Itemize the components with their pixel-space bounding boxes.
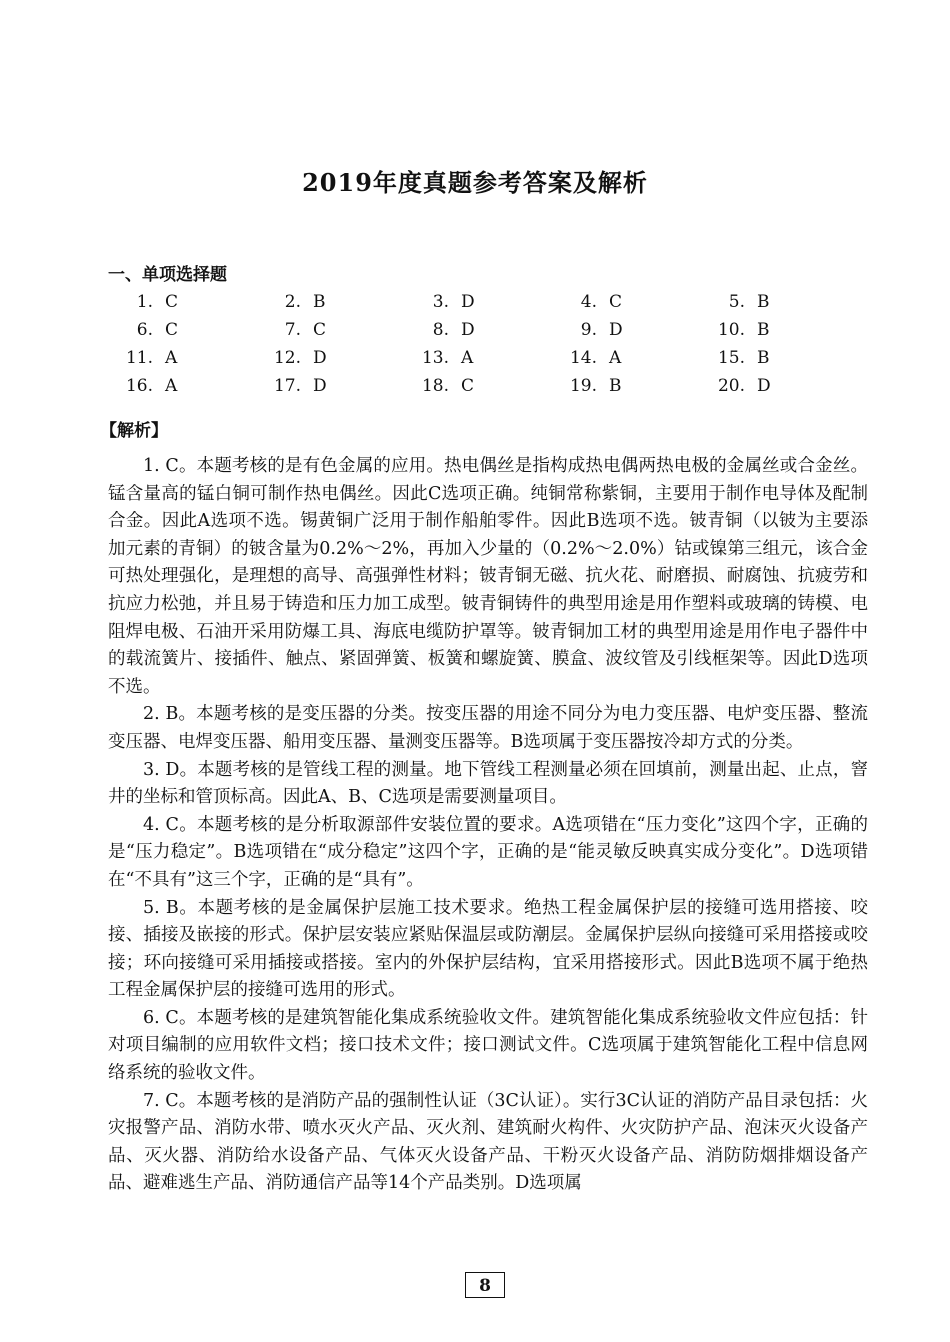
answer-cell: [256, 344, 404, 372]
question-number: 19.: [569, 376, 597, 396]
answer-row: [108, 288, 848, 316]
answer-letter: D: [461, 292, 475, 312]
answer-row: [108, 344, 848, 372]
answer-letter: A: [461, 348, 474, 368]
question-number: 13.: [421, 348, 449, 368]
question-number: 17.: [273, 376, 301, 396]
answer-cell: [108, 372, 256, 400]
answer-letter: C: [165, 320, 179, 340]
answer-letter: C: [609, 292, 623, 312]
answer-letter: C: [461, 376, 475, 396]
answer-letter: B: [313, 292, 326, 312]
analysis-paragraph: 4. C。本题考核的是分析取源部件安装位置的要求。A选项错在“压力变化”这四个字，正确的是“压力稳定”。B选项错在“成分稳定”这四个字，正确的是“能灵敏反映真实成分变化”。D选项错在“不具有”这三个字，正确的是“具有”。: [108, 814, 868, 890]
answer-cell: [404, 316, 552, 344]
question-number: 10.: [717, 320, 745, 340]
question-number: 5.: [728, 292, 745, 312]
answer-cell: [552, 372, 700, 400]
answer-cell: [256, 372, 404, 400]
section-heading: 一、单项选择题: [108, 265, 227, 285]
question-number: 6.: [136, 320, 153, 340]
answer-letter: D: [757, 376, 771, 396]
question-number: 2.: [284, 292, 301, 312]
answer-letter: B: [757, 320, 770, 340]
answer-cell: [404, 344, 552, 372]
question-number: 8.: [432, 320, 449, 340]
answer-letter: D: [313, 376, 327, 396]
answer-table: [108, 288, 848, 400]
answer-cell: [404, 288, 552, 316]
answer-cell: [108, 344, 256, 372]
analysis-heading: 【解析】: [100, 421, 168, 441]
answer-letter: D: [609, 320, 623, 340]
answer-letter: A: [165, 376, 178, 396]
answer-cell: [700, 316, 848, 344]
page-number: 8: [465, 1272, 505, 1298]
answer-cell: [552, 288, 700, 316]
question-number: 7.: [284, 320, 301, 340]
page-title: 2019年度真题参考答案及解析: [302, 168, 648, 197]
analysis-paragraph: 2. B。本题考核的是变压器的分类。按变压器的用途不同分为电力变压器、电炉变压器、整流变压器、电焊变压器、船用变压器、量测变压器等。B选项属于变压器按冷却方式的分类。: [108, 704, 868, 752]
question-number: 1.: [136, 292, 153, 312]
answer-cell: [700, 344, 848, 372]
analysis-body: [108, 453, 868, 1198]
answer-letter: B: [757, 292, 770, 312]
answer-cell: [256, 316, 404, 344]
question-number: 4.: [580, 292, 597, 312]
question-number: 12.: [273, 348, 301, 368]
answer-letter: B: [609, 376, 622, 396]
question-number: 3.: [432, 292, 449, 312]
answer-cell: [700, 288, 848, 316]
answer-letter: D: [313, 348, 327, 368]
answer-cell: [404, 372, 552, 400]
answer-cell: [552, 344, 700, 372]
analysis-paragraph: 6. C。本题考核的是建筑智能化集成系统验收文件。建筑智能化集成系统验收文件应包括：针对项目编制的应用软件文档；接口技术文件；接口测试文件。C选项属于建筑智能化工程中信息网络系统的验收文件。: [108, 1007, 868, 1084]
answer-letter: B: [757, 348, 770, 368]
analysis-paragraph: 3. D。本题考核的是管线工程的测量。地下管线工程测量必须在回填前，测量出起、止点，窨井的坐标和管顶标高。因此A、B、C选项是需要测量项目。: [108, 759, 868, 808]
answer-row: [108, 372, 848, 400]
answer-letter: C: [313, 320, 327, 340]
answer-letter: A: [165, 348, 178, 368]
question-number: 9.: [580, 320, 597, 340]
question-number: 14.: [569, 348, 597, 368]
answer-cell: [552, 316, 700, 344]
answer-letter: C: [165, 292, 179, 312]
answer-cell: [108, 316, 256, 344]
answer-cell: [700, 372, 848, 400]
question-number: 15.: [717, 348, 745, 368]
answer-row: [108, 316, 848, 344]
question-number: 20.: [717, 376, 745, 396]
answer-letter: D: [461, 320, 475, 340]
question-number: 16.: [125, 376, 153, 396]
analysis-paragraph: 7. C。本题考核的是消防产品的强制性认证（3C认证）。实行3C认证的消防产品目录包括：火灾报警产品、消防水带、喷水灭火产品、灭火剂、建筑耐火构件、火灾防护产品、泡沫灭火设备产品、灭火器、消防给水设备产品、气体灭火设备产品、干粉灭火设备产品、消防防烟排烟设备产品、避难逃生产品、消防通信产品等14个产品类别。D选项属: [108, 1090, 868, 1194]
analysis-paragraph: 5. B。本题考核的是金属保护层施工技术要求。绝热工程金属保护层的接缝可选用搭接、咬接、插接及嵌接的形式。保护层安装应紧贴保温层或防潮层。金属保护层纵向接缝可采用搭接或咬接；环向接缝可采用插接或搭接。室内的外保护层结构，宜采用搭接形式。因此B选项不属于绝热工程金属保护层的接缝可选用的形式。: [108, 897, 868, 1001]
analysis-paragraph: 1. C。本题考核的是有色金属的应用。热电偶丝是指构成热电偶两热电极的金属丝或合金丝。锰含量高的锰白铜可制作热电偶丝。因此C选项正确。纯铜常称紫铜，主要用于制作电导体及配制合金。因此A选项不选。锡黄铜广泛用于制作船舶零件。因此B选项不选。铍青铜（以铍为主要添加元素的青铜）的铍含量为0.2%～2%，再加入少量的（0.2%～2.0%）钴或镍第三组元，该合金可热处理强化，是理想的高导、高强弹性材料；铍青铜无磁、抗火花、耐磨损、耐腐蚀、抗疲劳和抗应力松弛，并且易于铸造和压力加工成型。铍青铜铸件的典型用途是用作塑料或玻璃的铸模、电阻焊电极、石油开采用防爆工具、海底电缆防护罩等。铍青铜加工材的典型用途是用作电子器件中的载流簧片、接插件、触点、紧固弹簧、板簧和螺旋簧、膜盒、波纹管及引线框架等。因此D选项不选。: [108, 456, 868, 697]
question-number: 11.: [125, 348, 153, 368]
answer-cell: [108, 288, 256, 316]
answer-cell: [256, 288, 404, 316]
answer-letter: A: [609, 348, 622, 368]
question-number: 18.: [421, 376, 449, 396]
